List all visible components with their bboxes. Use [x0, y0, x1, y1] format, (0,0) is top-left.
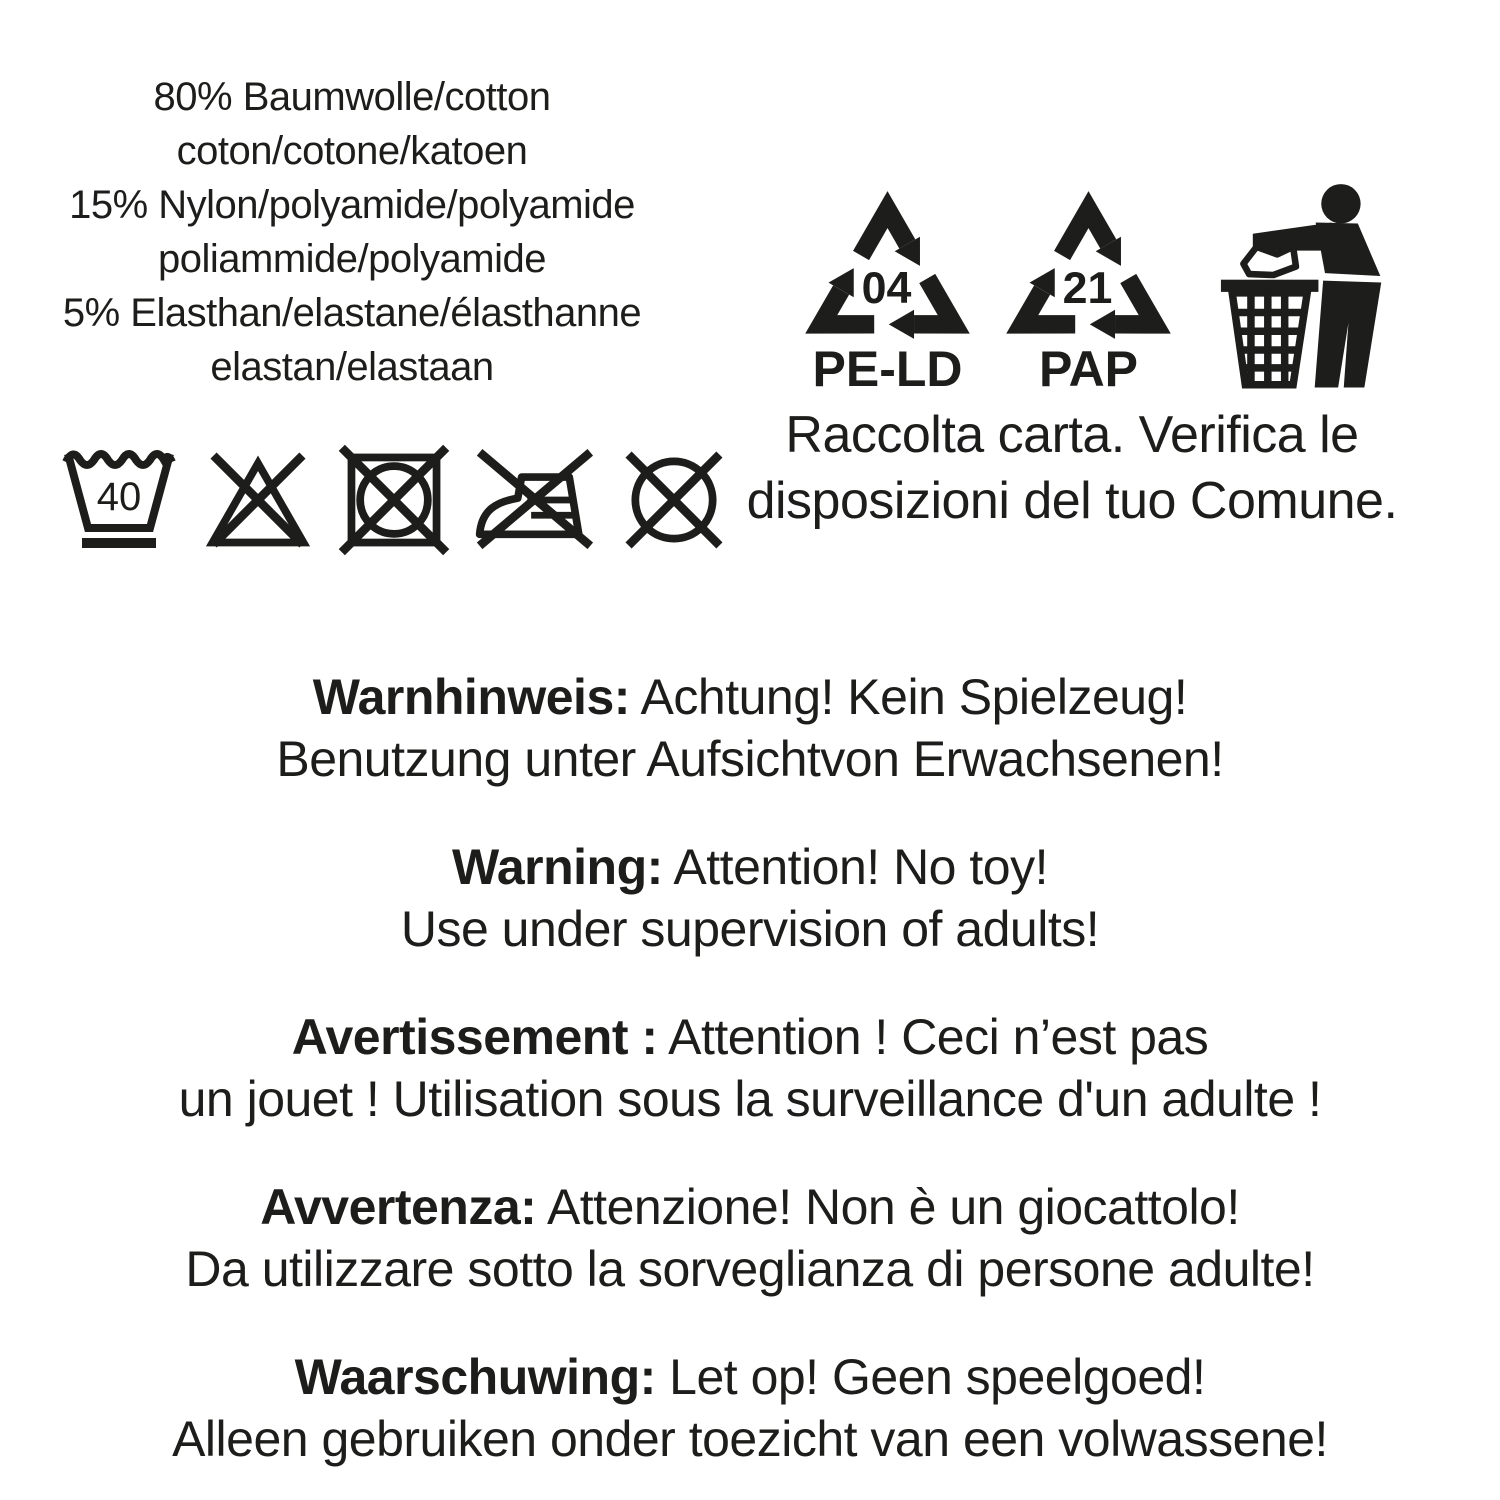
note-line: Raccolta carta. Verifica le [785, 406, 1359, 464]
recycling-mobius-loop-04-icon [800, 188, 975, 342]
do-not-iron-icon [472, 442, 596, 558]
recycling-material-label: PAP [1038, 341, 1139, 397]
composition-line: 80% Baumwolle/cotton [153, 75, 551, 119]
do-not-tumble-dry-icon [336, 442, 452, 558]
warning-english [0, 836, 1500, 960]
warning-text: Let op! Geen speelgoed! [655, 1349, 1206, 1405]
do-not-dry-clean-icon [616, 442, 732, 558]
warnings-section [0, 666, 1500, 1500]
warning-text: un jouet ! Utilisation sous la surveillance d'un adulte ! [178, 1071, 1322, 1127]
do-not-bleach-icon [200, 442, 316, 558]
warning-german [0, 666, 1500, 790]
warning-lead: Warnhinweis: [312, 669, 630, 725]
warning-text: Benutzung unter Aufsichtvon Erwachsenen! [276, 731, 1224, 787]
composition-line: coton/cotone/katoen [176, 129, 528, 173]
warning-text: Attention! No toy! [662, 839, 1048, 895]
warning-text: Use under supervision of adults! [400, 901, 1100, 957]
composition-line: poliammide/polyamide [158, 237, 546, 281]
material-composition [28, 70, 676, 394]
recycling-symbols-group [800, 170, 1418, 396]
warning-lead: Avertissement : [291, 1009, 658, 1065]
care-symbols-row [58, 440, 732, 560]
recycling-material-label: PE-LD [812, 341, 963, 397]
warning-lead: Warning: [452, 839, 663, 895]
tidyman-icon [1202, 170, 1418, 395]
recycling-symbol-pap [1001, 188, 1176, 396]
warning-lead: Avvertenza: [260, 1179, 537, 1235]
composition-line: 15% Nylon/polyamide/polyamide [69, 183, 635, 227]
recycling-mobius-loop-21-icon [1001, 188, 1176, 342]
warning-dutch [0, 1346, 1500, 1470]
warning-lead: Waarschuwing: [294, 1349, 656, 1405]
recycling-code: 21 [1062, 263, 1113, 313]
recycling-code: 04 [861, 263, 912, 313]
composition-line: elastan/elastaan [210, 345, 494, 389]
composition-line: 5% Elasthan/elastane/élasthanne [62, 291, 642, 335]
wash-temperature: 40 [96, 475, 142, 519]
warning-text: Achtung! Kein Spielzeug! [629, 669, 1188, 725]
paper-collection-note [660, 402, 1484, 534]
warning-text: Attenzione! Non è un giocattolo! [536, 1179, 1240, 1235]
recycling-symbol-pe-ld [800, 188, 975, 396]
warning-italian [0, 1176, 1500, 1300]
note-line: disposizioni del tuo Comune. [746, 472, 1398, 530]
warning-french [0, 1006, 1500, 1130]
warning-text: Alleen gebruiken onder toezicht van een volwassene! [172, 1411, 1328, 1467]
warning-text: Da utilizzare sotto la sorveglianza di persone adulte! [185, 1241, 1315, 1297]
warning-text: Attention ! Ceci n’est pas [657, 1009, 1209, 1065]
wash-40-mild-icon [58, 440, 180, 560]
